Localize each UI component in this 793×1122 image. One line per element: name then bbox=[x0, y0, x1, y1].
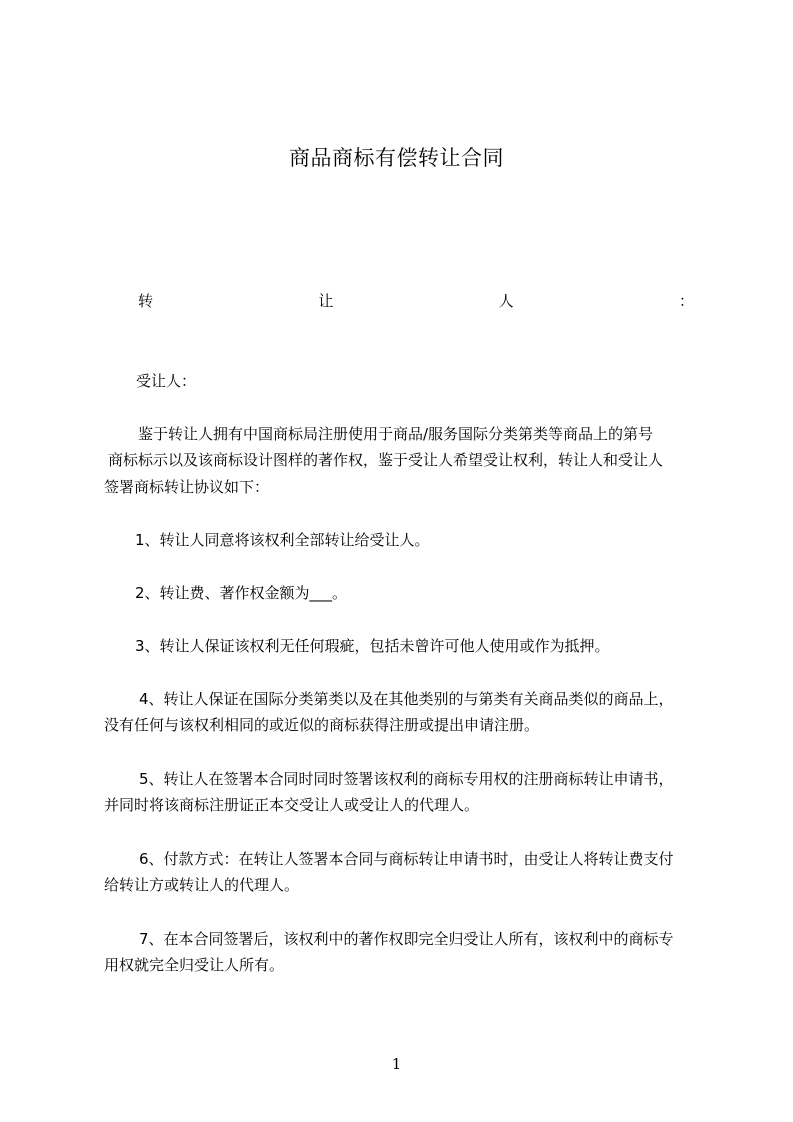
clause-4-continued: 没有任何与该权利相同的或近似的商标获得注册或提出申请注册。 bbox=[104, 716, 540, 734]
clause-5-continued: 并同时将该商标注册证正本交受让人或受让人的代理人。 bbox=[104, 796, 480, 814]
clause-7-continued: 用权就完全归受让人所有。 bbox=[104, 956, 285, 974]
clause-2: 2、转让费、著作权金额为___。 bbox=[135, 584, 348, 602]
preamble-line: 商标标示以及该商标设计图样的著作权，鉴于受让人希望受让权利，转让人和受让人 bbox=[108, 451, 664, 469]
transferor-char: ： bbox=[678, 292, 694, 310]
preamble-line: 鉴于转让人拥有中国商标局注册使用于商品/服务国际分类第类等商品上的第号 bbox=[138, 425, 654, 443]
transferee-field: 受让人： bbox=[136, 372, 197, 390]
clause-1: 1、转让人同意将该权利全部转让给受让人。 bbox=[135, 531, 430, 549]
page-number: 1 bbox=[391, 1055, 402, 1073]
clause-7: 7、在本合同签署后，该权利中的著作权即完全归受让人所有，该权利中的商标专 bbox=[139, 930, 674, 948]
transferor-char: 让 bbox=[318, 292, 334, 310]
clause-6: 6、付款方式：在转让人签署本合同与商标转让申请书时，由受让人将转让费支付 bbox=[139, 850, 674, 868]
document-title: 商品商标有偿转让合同 bbox=[289, 146, 504, 170]
clause-6-continued: 给转让方或转让人的代理人。 bbox=[104, 876, 300, 894]
clause-3: 3、转让人保证该权利无任何瑕疵，包括未曾许可他人使用或作为抵押。 bbox=[135, 637, 610, 655]
clause-4: 4、转让人保证在国际分类第类以及在其他类别的与第类有关商品类似的商品上， bbox=[139, 690, 674, 708]
transferor-char: 转 bbox=[138, 292, 154, 310]
clause-5: 5、转让人在签署本合同时同时签署该权利的商标专用权的注册商标转让申请书， bbox=[139, 770, 674, 788]
transferor-char: 人 bbox=[498, 292, 514, 310]
transferor-field bbox=[138, 288, 694, 314]
preamble-line: 签署商标转让协议如下： bbox=[104, 478, 270, 496]
